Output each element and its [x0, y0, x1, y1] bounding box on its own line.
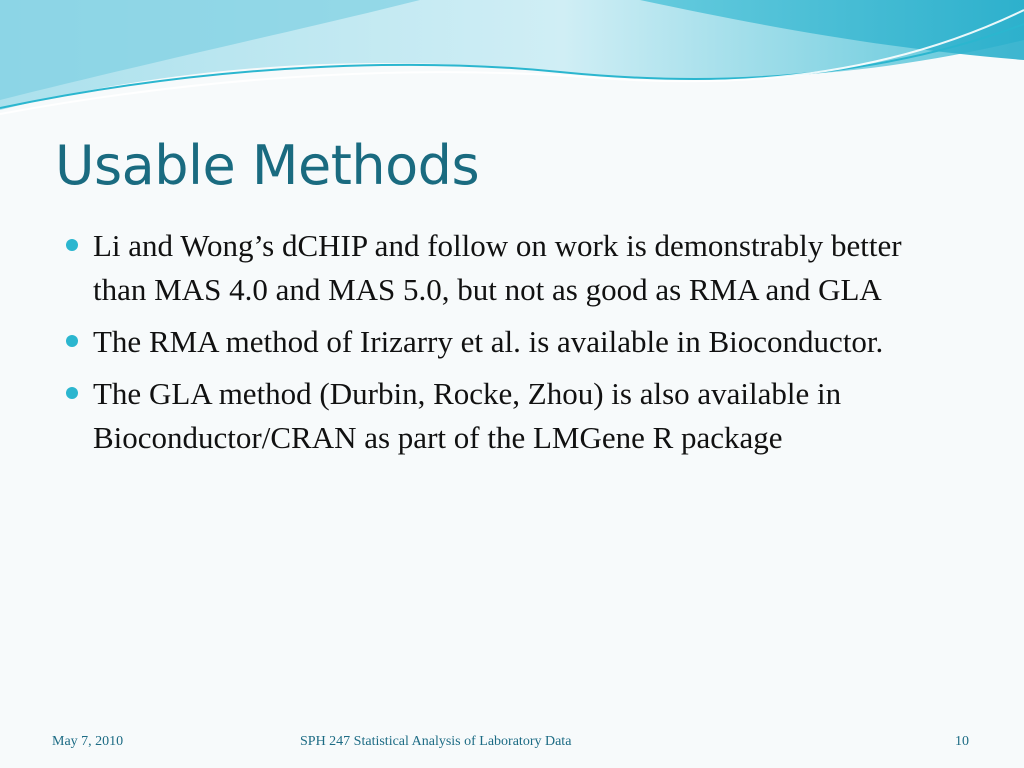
bullet-dot-icon: [66, 335, 78, 347]
bullet-list: [60, 224, 940, 468]
bullet-item: [60, 224, 940, 312]
bullet-dot-icon: [66, 239, 78, 251]
header-wave-decoration: [0, 0, 1024, 130]
bullet-text: The GLA method (Durbin, Rocke, Zhou) is also available in Bioconductor/CRAN as part of the LMGene R package: [93, 376, 842, 455]
footer-date: May 7, 2010: [52, 734, 124, 749]
bullet-text: The RMA method of Irizarry et al. is available in Bioconductor.: [93, 324, 884, 359]
footer-course-title: SPH 247 Statistical Analysis of Laboratory Data: [300, 734, 572, 749]
footer-page-number: 10: [955, 734, 969, 749]
bullet-item: [60, 320, 940, 364]
bullet-dot-icon: [66, 387, 78, 399]
bullet-text: Li and Wong’s dCHIP and follow on work is demonstrably better than MAS 4.0 and MAS 5.0, but not as good as RMA and GLA: [93, 228, 902, 307]
bullet-item: [60, 372, 940, 460]
slide-title: Usable Methods: [55, 134, 480, 197]
